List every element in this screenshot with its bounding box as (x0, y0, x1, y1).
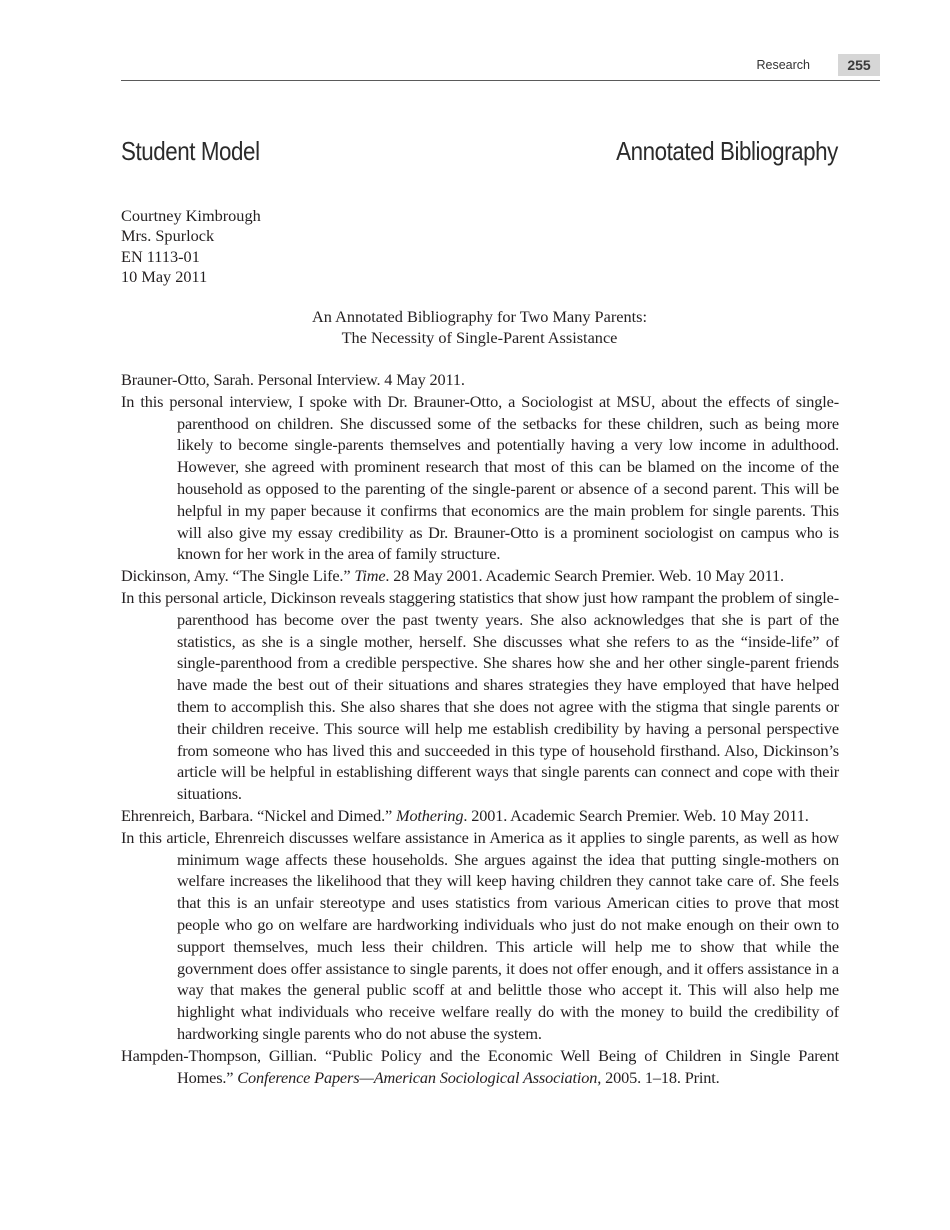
citation-text: Brauner-Otto, Sarah. Personal Interview. 4 May 2011. (121, 370, 465, 389)
citation-text: Dickinson, Amy. “The Single Life.” (121, 566, 355, 586)
citation-source-title: Conference Papers—American Sociological Association (237, 1067, 598, 1087)
entry-annotation: In this article, Ehrenreich discusses welfare assistance in America as it applies to single parents, as well as how minimum wage affects these households. She argues against the idea that putting single-mothers on welfare increases the likelihood that they will keep having children they cannot take care of. She feels that this is an unfair stereotype and uses statistics from various American cities to prove that most people who go on welfare are hardworking individuals who just do not make enough on their own to support themselves, much less their children. This article will help me to show that while the government does offer assistance to single parents, it does not offer enough, and it offers assistance in a way that makes the general public scoff at and belittle those who accept it. This will also help me highlight what individuals who receive welfare really do with the money to build the credibility of hardworking single parents who do not abuse the system. (121, 827, 839, 1043)
course-number: EN 1113-01 (121, 246, 200, 266)
entry-citation (121, 1045, 839, 1089)
running-head (121, 54, 880, 81)
entry-annotation: In this personal interview, I spoke with Dr. Brauner-Otto, a Sociologist at MSU, about the effects of single-parenthood on children. She discussed some of the setbacks for these children, such as being more likely to become single-parents themselves and potentially having a very low income in adulthood. However, she agreed with prominent research that most of this can be blamed on the income of the household as opposed to the parenting of the single-parent or absence of a second parent. This will be helpful in my paper because it confirms that economics are the main problem for single parents. This will also give my essay credibility as Dr. Brauner-Otto is a prominent sociologist on campus who is known for her work in the area of family structure. (121, 391, 839, 564)
date: 10 May 2011 (121, 267, 208, 287)
title-line-1: An Annotated Bibliography for Two Many Parents: (312, 307, 647, 326)
bibliography-entry (121, 805, 839, 1045)
citation-details: . 28 May 2001. Academic Search Premier. Web. 10 May 2011. (385, 566, 784, 586)
bibliography-entry (121, 565, 839, 805)
bibliography-entry (121, 1045, 839, 1089)
bibliography-entry (121, 369, 839, 565)
citation-source-title: Mothering (396, 805, 464, 825)
entry-citation (121, 805, 839, 827)
title-line-2: The Necessity of Single-Parent Assistance (341, 327, 618, 347)
citation-details: . 2001. Academic Search Premier. Web. 10 May 2011. (463, 805, 809, 825)
citation-details: , 2005. 1–18. Print. (597, 1067, 720, 1087)
running-head-section: Research (756, 58, 810, 72)
entry-citation (121, 369, 839, 391)
citation-text: Ehrenreich, Barbara. “Nickel and Dimed.” (121, 805, 397, 825)
student-name: Courtney Kimbrough (121, 206, 261, 225)
teacher-name: Mrs. Spurlock (121, 226, 215, 246)
entry-annotation: In this personal article, Dickinson reveals staggering statistics that show just how rampant the problem of single-parenthood has become over the past twenty years. She also acknowledges that she is part of the statistics, as she is a single mother, herself. She discusses what she refers to as the “inside-life” of single-parenthood from a credible perspective. She shares how she and her other single-parent friends have made the best out of their situations and shares strategies they have employed that have helped them to accomplish this. She also shares that she does not agree with the stigma that single parents or their children receive. This source will help me establish credibility by having a personal perspective from someone who has lived this and succeeded in this type of household firsthand. Also, Dickinson’s article will be helpful in establishing different ways that single parents can connect and cope with their situations. (121, 587, 839, 804)
mla-header-block (121, 206, 261, 288)
student-model-heading: Student Model (121, 136, 260, 166)
citation-source-title: Time (354, 566, 386, 586)
annotated-bibliography-heading: Annotated Bibliography (616, 136, 838, 166)
entry-citation (121, 565, 839, 587)
citation-text: Hampden-Thompson, Gillian. “Public Policy and the Economic Well Being of Children in Single Parent Homes.” (121, 1045, 839, 1087)
paper-title (121, 307, 838, 348)
page-number: 255 (838, 54, 880, 76)
bibliography (121, 369, 839, 1088)
